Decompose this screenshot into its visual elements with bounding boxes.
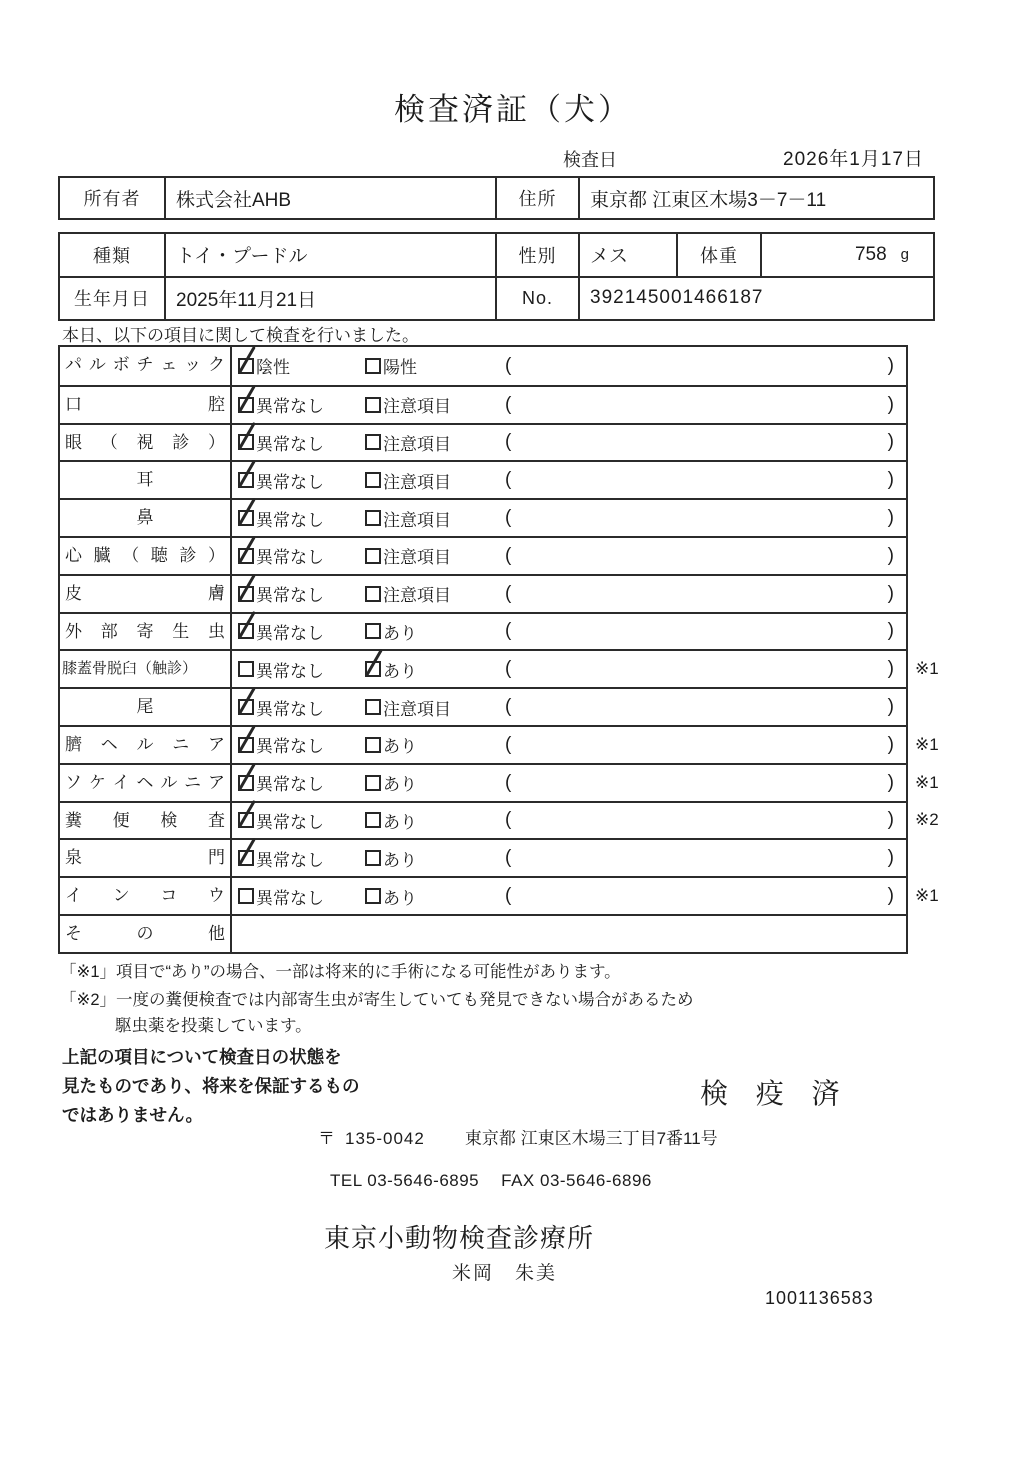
paren-close: ) bbox=[887, 582, 894, 604]
intro-text: 本日、以下の項目に関して検査を行いました。 bbox=[62, 326, 419, 345]
checklist-option bbox=[365, 619, 505, 644]
checklist-row bbox=[60, 687, 906, 725]
checklist-item-label: 皮 膚 bbox=[60, 576, 232, 612]
weight-label: 体重 bbox=[676, 234, 760, 276]
checkbox-icon bbox=[365, 397, 381, 413]
checklist-row-content bbox=[232, 803, 906, 839]
checklist-item-label: 心 臓 （ 聴 診 ） bbox=[60, 538, 232, 574]
check-mark-icon bbox=[238, 536, 256, 564]
paren-open: ( bbox=[505, 431, 512, 453]
breed-row bbox=[60, 234, 933, 276]
checkbox-icon bbox=[365, 548, 381, 564]
option-label: 異常なし bbox=[256, 586, 324, 606]
option-label: あり bbox=[383, 661, 417, 681]
checkbox-checked-icon bbox=[238, 548, 254, 564]
checklist-option bbox=[365, 657, 505, 682]
paren-close: ) bbox=[887, 696, 894, 718]
option-label: 注意項目 bbox=[383, 586, 451, 606]
checkbox-checked-icon bbox=[238, 699, 254, 715]
postal-mark: 〒 bbox=[318, 1129, 335, 1148]
option-label: あり bbox=[383, 775, 417, 795]
checklist-option bbox=[238, 581, 365, 606]
checkbox-checked-icon bbox=[238, 812, 254, 828]
option-label: あり bbox=[383, 850, 417, 870]
option-label: 注意項目 bbox=[383, 434, 451, 454]
weight-value: 758 bbox=[854, 243, 887, 265]
checklist-option bbox=[238, 353, 365, 378]
paren-open: ( bbox=[505, 658, 512, 680]
option-label: 異常なし bbox=[256, 661, 324, 681]
checklist-row bbox=[60, 536, 906, 574]
checklist-item-label: 耳 bbox=[60, 462, 232, 498]
checkbox-checked-icon bbox=[238, 623, 254, 639]
paren-close: ) bbox=[887, 354, 894, 376]
checklist-item-label: 糞 便 検 査 bbox=[60, 803, 232, 839]
checklist-row-content bbox=[232, 765, 906, 801]
checklist-option bbox=[238, 732, 365, 757]
quarantine-passed-stamp: 検 疫 済 bbox=[700, 1078, 850, 1109]
checklist-option bbox=[365, 353, 505, 378]
checklist-row-content bbox=[232, 576, 906, 612]
checklist-row bbox=[60, 649, 939, 687]
check-mark-icon bbox=[365, 649, 383, 677]
checkbox-checked-icon bbox=[238, 472, 254, 488]
tel-fax-line bbox=[330, 1171, 652, 1191]
checkbox-checked-icon bbox=[238, 775, 254, 791]
checklist-row bbox=[60, 801, 939, 839]
checkbox-icon bbox=[365, 623, 381, 639]
option-label: 陰性 bbox=[256, 358, 290, 378]
checklist-option bbox=[238, 619, 365, 644]
checklist-option bbox=[365, 543, 505, 568]
checklist-row-content bbox=[232, 500, 906, 536]
paren-open: ( bbox=[505, 393, 512, 415]
checklist-item-label: イ ン コ ウ bbox=[60, 878, 232, 914]
veterinarian-name: 米岡 朱美 bbox=[452, 1263, 558, 1284]
paren-open: ( bbox=[505, 469, 512, 491]
checklist-row-content bbox=[232, 387, 906, 423]
checklist-row bbox=[60, 423, 906, 461]
tel-number: TEL 03-5646-6895 bbox=[330, 1171, 480, 1190]
checkbox-icon bbox=[365, 472, 381, 488]
checklist-option bbox=[365, 846, 505, 871]
checklist-row-content bbox=[232, 727, 906, 763]
checklist-item-label: 臍 ヘ ル ニ ア bbox=[60, 727, 232, 763]
checklist-option bbox=[365, 581, 505, 606]
checklist-option bbox=[365, 770, 505, 795]
option-label: あり bbox=[383, 737, 417, 757]
option-label: 注意項目 bbox=[383, 699, 451, 719]
check-mark-icon bbox=[238, 385, 256, 413]
clinic-name: 東京小動物検査診療所 bbox=[324, 1223, 595, 1253]
paren-open: ( bbox=[505, 620, 512, 642]
checklist-item-label: 膝蓋骨脱臼（触診） bbox=[60, 651, 232, 687]
paren-close: ) bbox=[887, 469, 894, 491]
checkbox-icon bbox=[365, 812, 381, 828]
inspection-date-value: 2026年1月17日 bbox=[783, 149, 924, 170]
paren-open: ( bbox=[505, 696, 512, 718]
check-mark-icon bbox=[238, 460, 256, 488]
paren-close: ) bbox=[887, 847, 894, 869]
sex-label: 性別 bbox=[495, 234, 578, 276]
checklist-option bbox=[238, 884, 365, 909]
checkbox-icon bbox=[238, 888, 254, 904]
checklist-item-label: 鼻 bbox=[60, 500, 232, 536]
checklist-table bbox=[58, 345, 939, 954]
checklist-row-content bbox=[232, 651, 906, 687]
check-mark-icon bbox=[238, 800, 256, 828]
weight-cell bbox=[760, 234, 933, 276]
checklist-row bbox=[60, 385, 906, 423]
disclaimer-line: 上記の項目について検査日の状態を bbox=[62, 1047, 342, 1067]
option-label: 注意項目 bbox=[383, 548, 451, 568]
checkbox-icon bbox=[238, 661, 254, 677]
checklist-option bbox=[365, 808, 505, 833]
checklist-option bbox=[238, 808, 365, 833]
row-reference-mark: ※1 bbox=[915, 886, 939, 906]
row-reference-mark: ※1 bbox=[915, 659, 939, 679]
birthdate-label: 生年月日 bbox=[74, 289, 150, 310]
option-label: 異常なし bbox=[256, 510, 324, 530]
row-reference-mark: ※1 bbox=[915, 734, 939, 754]
check-mark-icon bbox=[238, 838, 256, 866]
address-label: 住所 bbox=[495, 178, 578, 218]
checklist-option bbox=[238, 695, 365, 720]
sex-value: メス bbox=[578, 234, 676, 276]
checkbox-checked-icon bbox=[238, 850, 254, 866]
checklist-option bbox=[238, 770, 365, 795]
checklist-option bbox=[238, 506, 365, 531]
owner-value: 株式会社AHB bbox=[164, 178, 495, 218]
no-value: 392145001466187 bbox=[578, 278, 933, 320]
birthdate-value: 2025年11月21日 bbox=[164, 278, 495, 320]
checklist-option bbox=[365, 884, 505, 909]
checklist-row-content bbox=[232, 425, 906, 461]
checklist-option bbox=[238, 430, 365, 455]
checklist-item-label: ソ ケ イ ヘ ル ニ ア bbox=[60, 765, 232, 801]
checkbox-checked-icon bbox=[238, 737, 254, 753]
check-mark-icon bbox=[238, 611, 256, 639]
check-mark-icon bbox=[238, 763, 256, 791]
checklist-option bbox=[365, 468, 505, 493]
address-value: 東京都 江東区木場3－7－11 bbox=[578, 178, 933, 218]
checklist-option bbox=[365, 430, 505, 455]
checkbox-checked-icon bbox=[365, 661, 381, 677]
row-reference-mark: ※2 bbox=[915, 810, 939, 830]
clinic-address: 東京都 江東区木場三丁目7番11号 bbox=[464, 1129, 718, 1148]
checklist-option bbox=[238, 468, 365, 493]
checklist-item-label: 眼 （ 視 診 ） bbox=[60, 425, 232, 461]
option-label: あり bbox=[383, 812, 417, 832]
paren-close: ) bbox=[887, 658, 894, 680]
paren-open: ( bbox=[505, 771, 512, 793]
option-label: 注意項目 bbox=[383, 397, 451, 417]
option-label: 注意項目 bbox=[383, 472, 451, 492]
checkbox-icon bbox=[365, 737, 381, 753]
paren-open: ( bbox=[505, 847, 512, 869]
check-mark-icon bbox=[238, 687, 256, 715]
paren-close: ) bbox=[887, 544, 894, 566]
checklist-option bbox=[238, 543, 365, 568]
inspection-date-label: 検査日 bbox=[563, 150, 617, 170]
footnote-1: 「※1」項目で“あり”の場合、一部は将来的に手術になる可能性があります。 bbox=[60, 963, 621, 981]
checkbox-icon bbox=[365, 699, 381, 715]
check-mark-icon bbox=[238, 725, 256, 753]
weight-unit: g bbox=[900, 246, 909, 264]
checkbox-icon bbox=[365, 586, 381, 602]
check-mark-icon bbox=[238, 346, 256, 374]
paren-open: ( bbox=[505, 885, 512, 907]
checkbox-icon bbox=[365, 775, 381, 791]
option-label: 異常なし bbox=[256, 737, 324, 757]
checklist-option bbox=[238, 657, 365, 682]
row-reference-mark: ※1 bbox=[915, 772, 939, 792]
checklist-row bbox=[60, 612, 906, 650]
dog-info-table bbox=[58, 232, 935, 321]
checklist-row-content bbox=[232, 347, 906, 385]
checkbox-icon bbox=[365, 434, 381, 450]
option-label: 注意項目 bbox=[383, 510, 451, 530]
option-label: 異常なし bbox=[256, 397, 324, 417]
checklist-row-content bbox=[232, 878, 906, 914]
checklist-option bbox=[365, 506, 505, 531]
checkbox-checked-icon bbox=[238, 586, 254, 602]
paren-open: ( bbox=[505, 507, 512, 529]
paren-close: ) bbox=[887, 733, 894, 755]
option-label: 陽性 bbox=[383, 358, 417, 378]
breed-value: トイ・プードル bbox=[164, 234, 495, 276]
checklist-item-label: 口 腔 bbox=[60, 387, 232, 423]
checklist-item-label: そ の 他 bbox=[60, 916, 232, 952]
footnote-2-continued: 駆虫薬を投薬しています。 bbox=[115, 1017, 312, 1035]
checklist-row-content bbox=[232, 538, 906, 574]
paren-open: ( bbox=[505, 354, 512, 376]
option-label: 異常なし bbox=[256, 434, 324, 454]
option-label: 異常なし bbox=[256, 548, 324, 568]
checklist-row-content bbox=[232, 614, 906, 650]
paren-close: ) bbox=[887, 393, 894, 415]
paren-close: ) bbox=[887, 885, 894, 907]
paren-close: ) bbox=[887, 620, 894, 642]
paren-open: ( bbox=[505, 733, 512, 755]
checklist-item-label: 泉 門 bbox=[60, 840, 232, 876]
option-label: あり bbox=[383, 623, 417, 643]
checklist-row-content bbox=[232, 840, 906, 876]
birthdate-row bbox=[60, 276, 933, 320]
no-label: No. bbox=[495, 278, 578, 320]
checklist-row bbox=[60, 574, 906, 612]
checklist-row-content bbox=[232, 689, 906, 725]
disclaimer-line: ではありません。 bbox=[62, 1105, 204, 1125]
checkbox-icon bbox=[365, 510, 381, 526]
check-mark-icon bbox=[238, 498, 256, 526]
checklist-row-content bbox=[232, 462, 906, 498]
page-title: 検査済証（犬） bbox=[394, 92, 632, 127]
option-label: 異常なし bbox=[256, 812, 324, 832]
checklist-option bbox=[238, 392, 365, 417]
checklist-option bbox=[238, 846, 365, 871]
paren-close: ) bbox=[887, 809, 894, 831]
checklist-option bbox=[365, 732, 505, 757]
option-label: 異常なし bbox=[256, 699, 324, 719]
checklist-row bbox=[60, 460, 906, 498]
option-label: 異常なし bbox=[256, 775, 324, 795]
checklist-row-content bbox=[232, 916, 906, 952]
option-label: あり bbox=[383, 888, 417, 908]
serial-number: 1001136583 bbox=[765, 1288, 874, 1308]
checklist-row bbox=[60, 914, 906, 952]
owner-row bbox=[60, 178, 933, 218]
checklist-row bbox=[60, 498, 906, 536]
paren-open: ( bbox=[505, 582, 512, 604]
checkbox-icon bbox=[365, 888, 381, 904]
check-mark-icon bbox=[238, 574, 256, 602]
option-label: 異常なし bbox=[256, 472, 324, 492]
owner-label: 所有者 bbox=[83, 189, 141, 209]
checkbox-checked-icon bbox=[238, 397, 254, 413]
paren-open: ( bbox=[505, 544, 512, 566]
postal-code: 135-0042 bbox=[345, 1129, 425, 1148]
fax-number: FAX 03-5646-6896 bbox=[501, 1171, 652, 1190]
checklist-option bbox=[365, 695, 505, 720]
checklist-row bbox=[60, 725, 939, 763]
paren-close: ) bbox=[887, 507, 894, 529]
paren-open: ( bbox=[505, 809, 512, 831]
paren-close: ) bbox=[887, 431, 894, 453]
owner-table bbox=[58, 176, 935, 220]
option-label: 異常なし bbox=[256, 623, 324, 643]
checklist-row bbox=[60, 347, 906, 385]
checkbox-icon bbox=[365, 358, 381, 374]
disclaimer-text bbox=[62, 1043, 360, 1130]
checklist-option bbox=[365, 392, 505, 417]
breed-label: 種類 bbox=[93, 245, 131, 266]
postal-address-line bbox=[318, 1124, 718, 1149]
checkbox-checked-icon bbox=[238, 434, 254, 450]
footnote-2: 「※2」一度の糞便検査では内部寄生虫が寄生していても発見できない場合があるため bbox=[60, 991, 694, 1009]
option-label: 異常なし bbox=[256, 888, 324, 908]
checklist-row bbox=[60, 876, 939, 914]
option-label: 異常なし bbox=[256, 850, 324, 870]
checklist-row bbox=[60, 838, 906, 876]
checklist-item-label: 尾 bbox=[60, 689, 232, 725]
check-mark-icon bbox=[238, 422, 256, 450]
disclaimer-line: 見たものであり、将来を保証するもの bbox=[62, 1076, 360, 1096]
checkbox-checked-icon bbox=[238, 510, 254, 526]
checklist-item-label: 外 部 寄 生 虫 bbox=[60, 614, 232, 650]
checkbox-icon bbox=[365, 850, 381, 866]
checklist-item-label: パ ル ボ チ ェ ッ ク bbox=[60, 347, 232, 385]
checklist-row bbox=[60, 763, 939, 801]
paren-close: ) bbox=[887, 771, 894, 793]
checkbox-checked-icon bbox=[238, 358, 254, 374]
